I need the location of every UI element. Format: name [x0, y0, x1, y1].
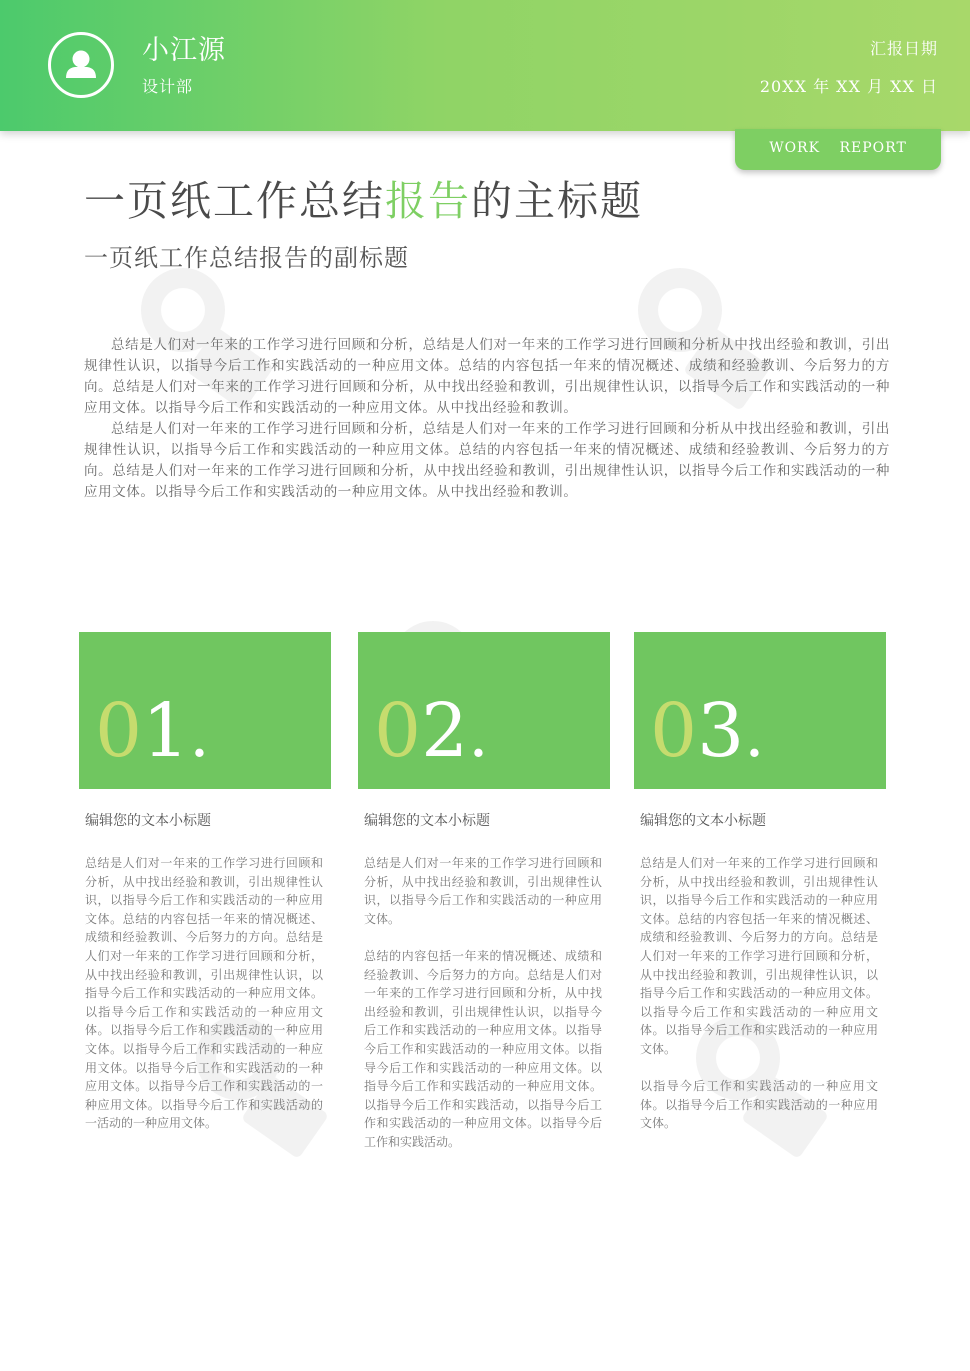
- title-highlight: 报告: [385, 177, 471, 225]
- number-dot: .: [189, 698, 210, 772]
- section-body: [85, 854, 323, 1152]
- header-banner: [0, 0, 970, 131]
- number-digit: 1: [142, 688, 190, 774]
- section-body: [364, 854, 602, 1170]
- section-number: [650, 688, 765, 774]
- intro-paragraph: 总结是人们对一年来的工作学习进行回顾和分析，总结是人们对一年来的工作学习进行回顾和分析从中找出经验和教训，引出规律性认识，以指导今后工作和实践活动的一种应用文体。总结的内容包括一年来的情况概述、成绩和经验教训、今后努力的方向。总结是人们对一年来的工作学习进行回顾和分析，从中找出经验和教训，引出规律性认识，以指导今后工作和实践活动的一种应用文体。以指导今后工作和实践活动的一种应用文体。从中找出经验和教训。: [84, 337, 890, 416]
- number-zero: 0: [374, 688, 422, 774]
- title-part-2: 的主标题: [471, 177, 643, 225]
- number-digit: 2: [421, 688, 469, 774]
- number-dot: .: [468, 698, 489, 772]
- author-name: 小江源: [142, 35, 226, 66]
- section-number: [95, 688, 210, 774]
- work-report-tag: WORK REPORT: [735, 129, 941, 170]
- report-date-value: 20XX 年 XX 月 XX 日: [759, 77, 938, 96]
- section-body: [640, 854, 878, 1152]
- report-date-label: 汇报日期: [869, 39, 938, 58]
- section-subtitle: 编辑您的文本小标题: [364, 813, 490, 829]
- avatar: [48, 32, 114, 98]
- section-number-box: [358, 632, 610, 789]
- section-paragraph: 以指导今后工作和实践活动的一种应用文体。以指导今后工作和实践活动的一种应用文体。: [640, 1079, 878, 1131]
- section-subtitle: 编辑您的文本小标题: [85, 813, 211, 829]
- section-subtitle: 编辑您的文本小标题: [640, 813, 766, 829]
- title-part-1: 一页纸工作总结: [84, 177, 385, 225]
- intro-paragraph: 总结是人们对一年来的工作学习进行回顾和分析，总结是人们对一年来的工作学习进行回顾和分析从中找出经验和教训，引出规律性认识，以指导今后工作和实践活动的一种应用文体。总结的内容包括一年来的情况概述、成绩和经验教训、今后努力的方向。总结是人们对一年来的工作学习进行回顾和分析，从中找出经验和教训，引出规律性认识，以指导今后工作和实践活动的一种应用文体。以指导今后工作和实践活动的一种应用文体。从中找出经验和教训。: [84, 421, 890, 500]
- section-paragraph: 总结的内容包括一年来的情况概述、成绩和经验教训、今后努力的方向。总结是人们对一年来的工作学习进行回顾和分析，从中找出经验和教训，引出规律性认识，以指导今后工作和实践活动的一种应用文体。以指导今后工作和实践活动的一种应用文体。以指导今后工作和实践活动的一种应用文体。以指导今后工作和实践活动的一种应用文体。以指导今后工作和实践活动，以指导今后工作和实践活动的一种应用文体。以指导今后工作和实践活动。: [364, 948, 602, 1149]
- intro-text: [84, 335, 890, 503]
- section-paragraph: 总结是人们对一年来的工作学习进行回顾和分析，从中找出经验和教训，引出规律性认识，以指导今后工作和实践活动的一种应用文体。: [364, 856, 602, 926]
- section-number-box: [634, 632, 886, 789]
- number-dot: .: [744, 698, 765, 772]
- department: 设计部: [142, 77, 194, 96]
- user-icon: [51, 35, 111, 95]
- section-paragraph: 总结是人们对一年来的工作学习进行回顾和分析，从中找出经验和教训，引出规律性认识，以指导今后工作和实践活动的一种应用文体。总结的内容包括一年来的情况概述、成绩和经验教训、今后努力的方向。总结是人们对一年来的工作学习进行回顾和分析，从中找出经验和教训，引出规律性认识，以指导今后工作和实践活动的一种应用文体。以指导今后工作和实践活动的一种应用文体。以指导今后工作和实践活动的一种应用文体。以指导今后工作和实践活动的一种应用文体。以指导今后工作和实践活动的一种应用文体。以指导今后工作和实践活动的一种应用文体。以指导今后工作和实践活动的一活动的一种应用文体。: [85, 856, 323, 1131]
- section-number: [374, 688, 489, 774]
- number-digit: 3: [697, 688, 745, 774]
- page-title: [84, 168, 643, 227]
- number-zero: 0: [650, 688, 698, 774]
- section-number-box: [79, 632, 331, 789]
- section-paragraph: 总结是人们对一年来的工作学习进行回顾和分析，从中找出经验和教训，引出规律性认识，以指导今后工作和实践活动的一种应用文体。总结的内容包括一年来的情况概述、成绩和经验教训、今后努力的方向。总结是人们对一年来的工作学习进行回顾和分析，从中找出经验和教训，引出规律性认识，以指导今后工作和实践活动的一种应用文体。以指导今后工作和实践活动的一种应用文体。以指导今后工作和实践活动的一种应用文体。: [640, 856, 878, 1056]
- page-subtitle: 一页纸工作总结报告的副标题: [84, 244, 409, 272]
- number-zero: 0: [95, 688, 143, 774]
